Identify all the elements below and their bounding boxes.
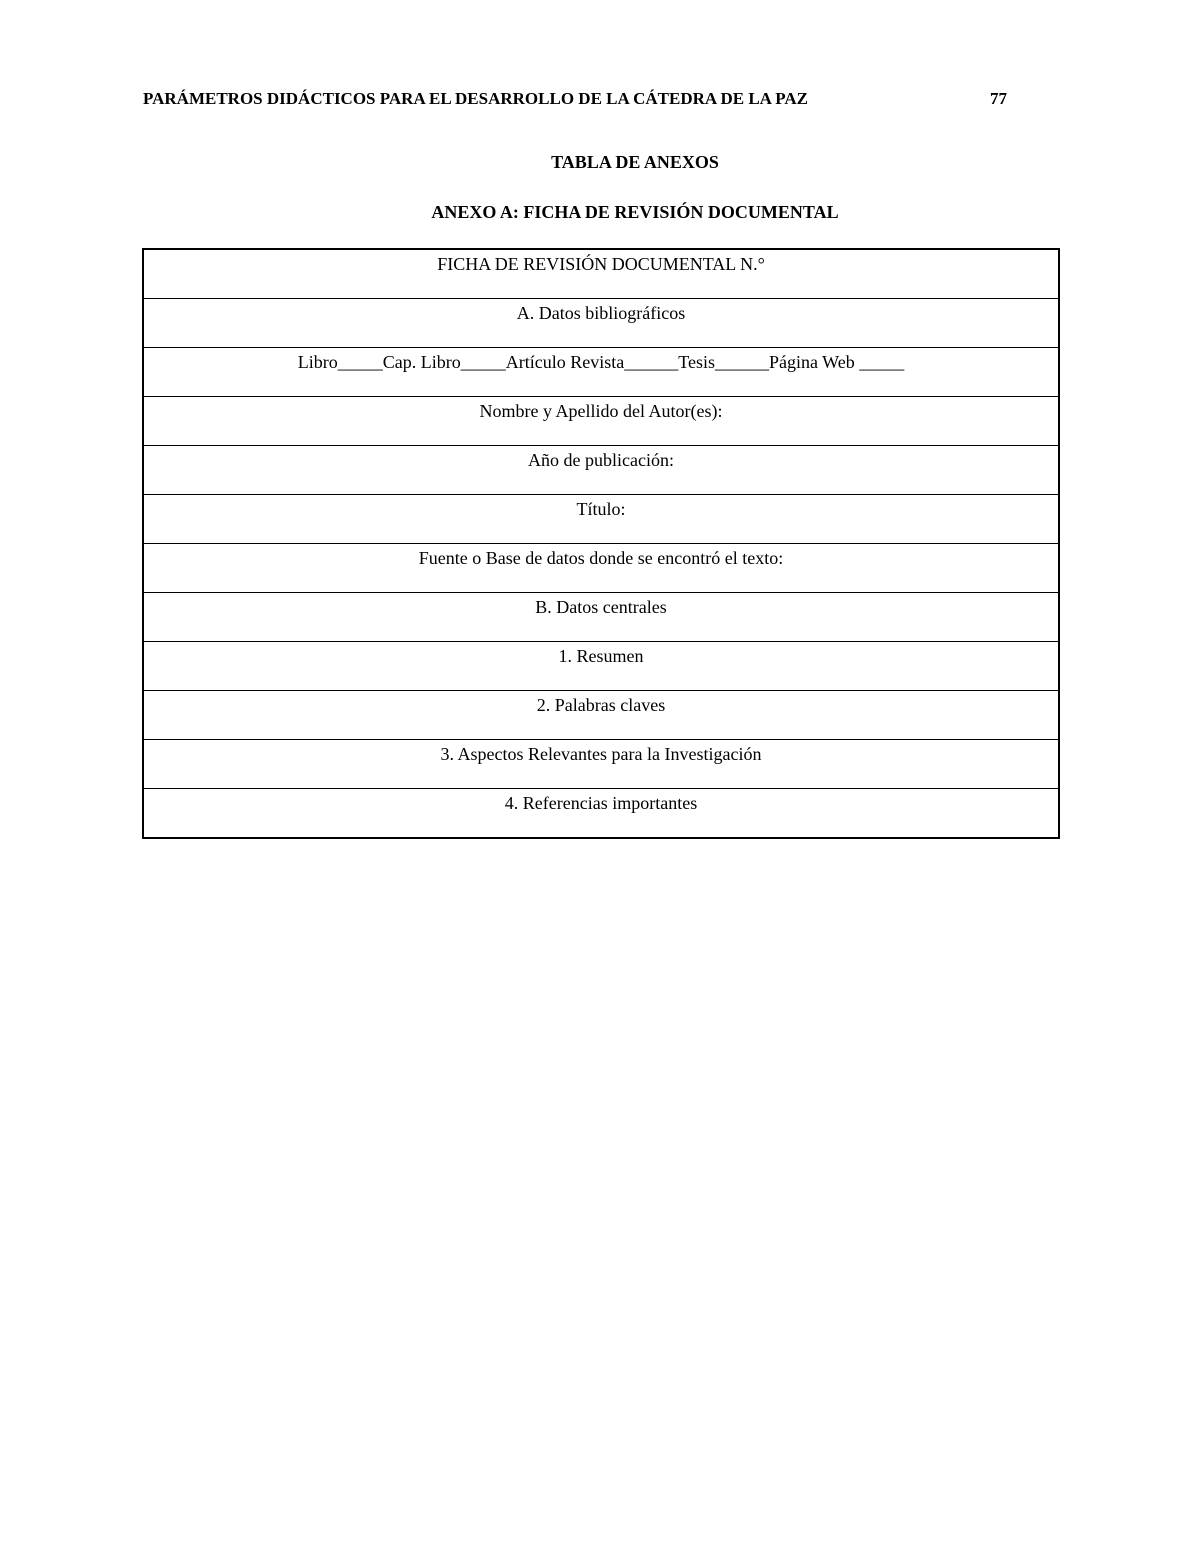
table-row xyxy=(143,249,1059,299)
form-cell-references: 4. Referencias importantes xyxy=(143,789,1059,839)
annex-a-heading: ANEXO A: FICHA DE REVISIÓN DOCUMENTAL xyxy=(431,202,839,222)
table-row xyxy=(143,544,1059,593)
running-head-title: PARÁMETROS DIDÁCTICOS PARA EL DESARROLLO DE LA CÁTEDRA DE LA PAZ xyxy=(143,89,808,108)
form-cell-summary: 1. Resumen xyxy=(143,642,1059,691)
form-cell-year: Año de publicación: xyxy=(143,446,1059,495)
table-row xyxy=(143,495,1059,544)
form-cell-source: Fuente o Base de datos donde se encontró el texto: xyxy=(143,544,1059,593)
form-cell-section-a: A. Datos bibliográficos xyxy=(143,299,1059,348)
table-row xyxy=(143,740,1059,789)
form-cell-title: FICHA DE REVISIÓN DOCUMENTAL N.° xyxy=(143,249,1059,299)
table-row xyxy=(143,691,1059,740)
table-row xyxy=(143,299,1059,348)
table-row xyxy=(143,642,1059,691)
running-head xyxy=(143,87,1007,111)
annex-table-heading: TABLA DE ANEXOS xyxy=(551,152,719,172)
table-row xyxy=(143,397,1059,446)
form-cell-keywords: 2. Palabras claves xyxy=(143,691,1059,740)
form-cell-section-b: B. Datos centrales xyxy=(143,593,1059,642)
form-cell-title-field: Título: xyxy=(143,495,1059,544)
document-review-form-table xyxy=(142,248,1060,839)
table-row xyxy=(143,593,1059,642)
form-cell-document-type: Libro_____Cap. Libro_____Artículo Revista______Tesis______Página Web _____ xyxy=(143,348,1059,397)
table-row xyxy=(143,348,1059,397)
page-number: 77 xyxy=(990,89,1007,108)
table-row xyxy=(143,789,1059,839)
table-row xyxy=(143,446,1059,495)
form-cell-relevant-aspects: 3. Aspectos Relevantes para la Investigación xyxy=(143,740,1059,789)
form-cell-author: Nombre y Apellido del Autor(es): xyxy=(143,397,1059,446)
